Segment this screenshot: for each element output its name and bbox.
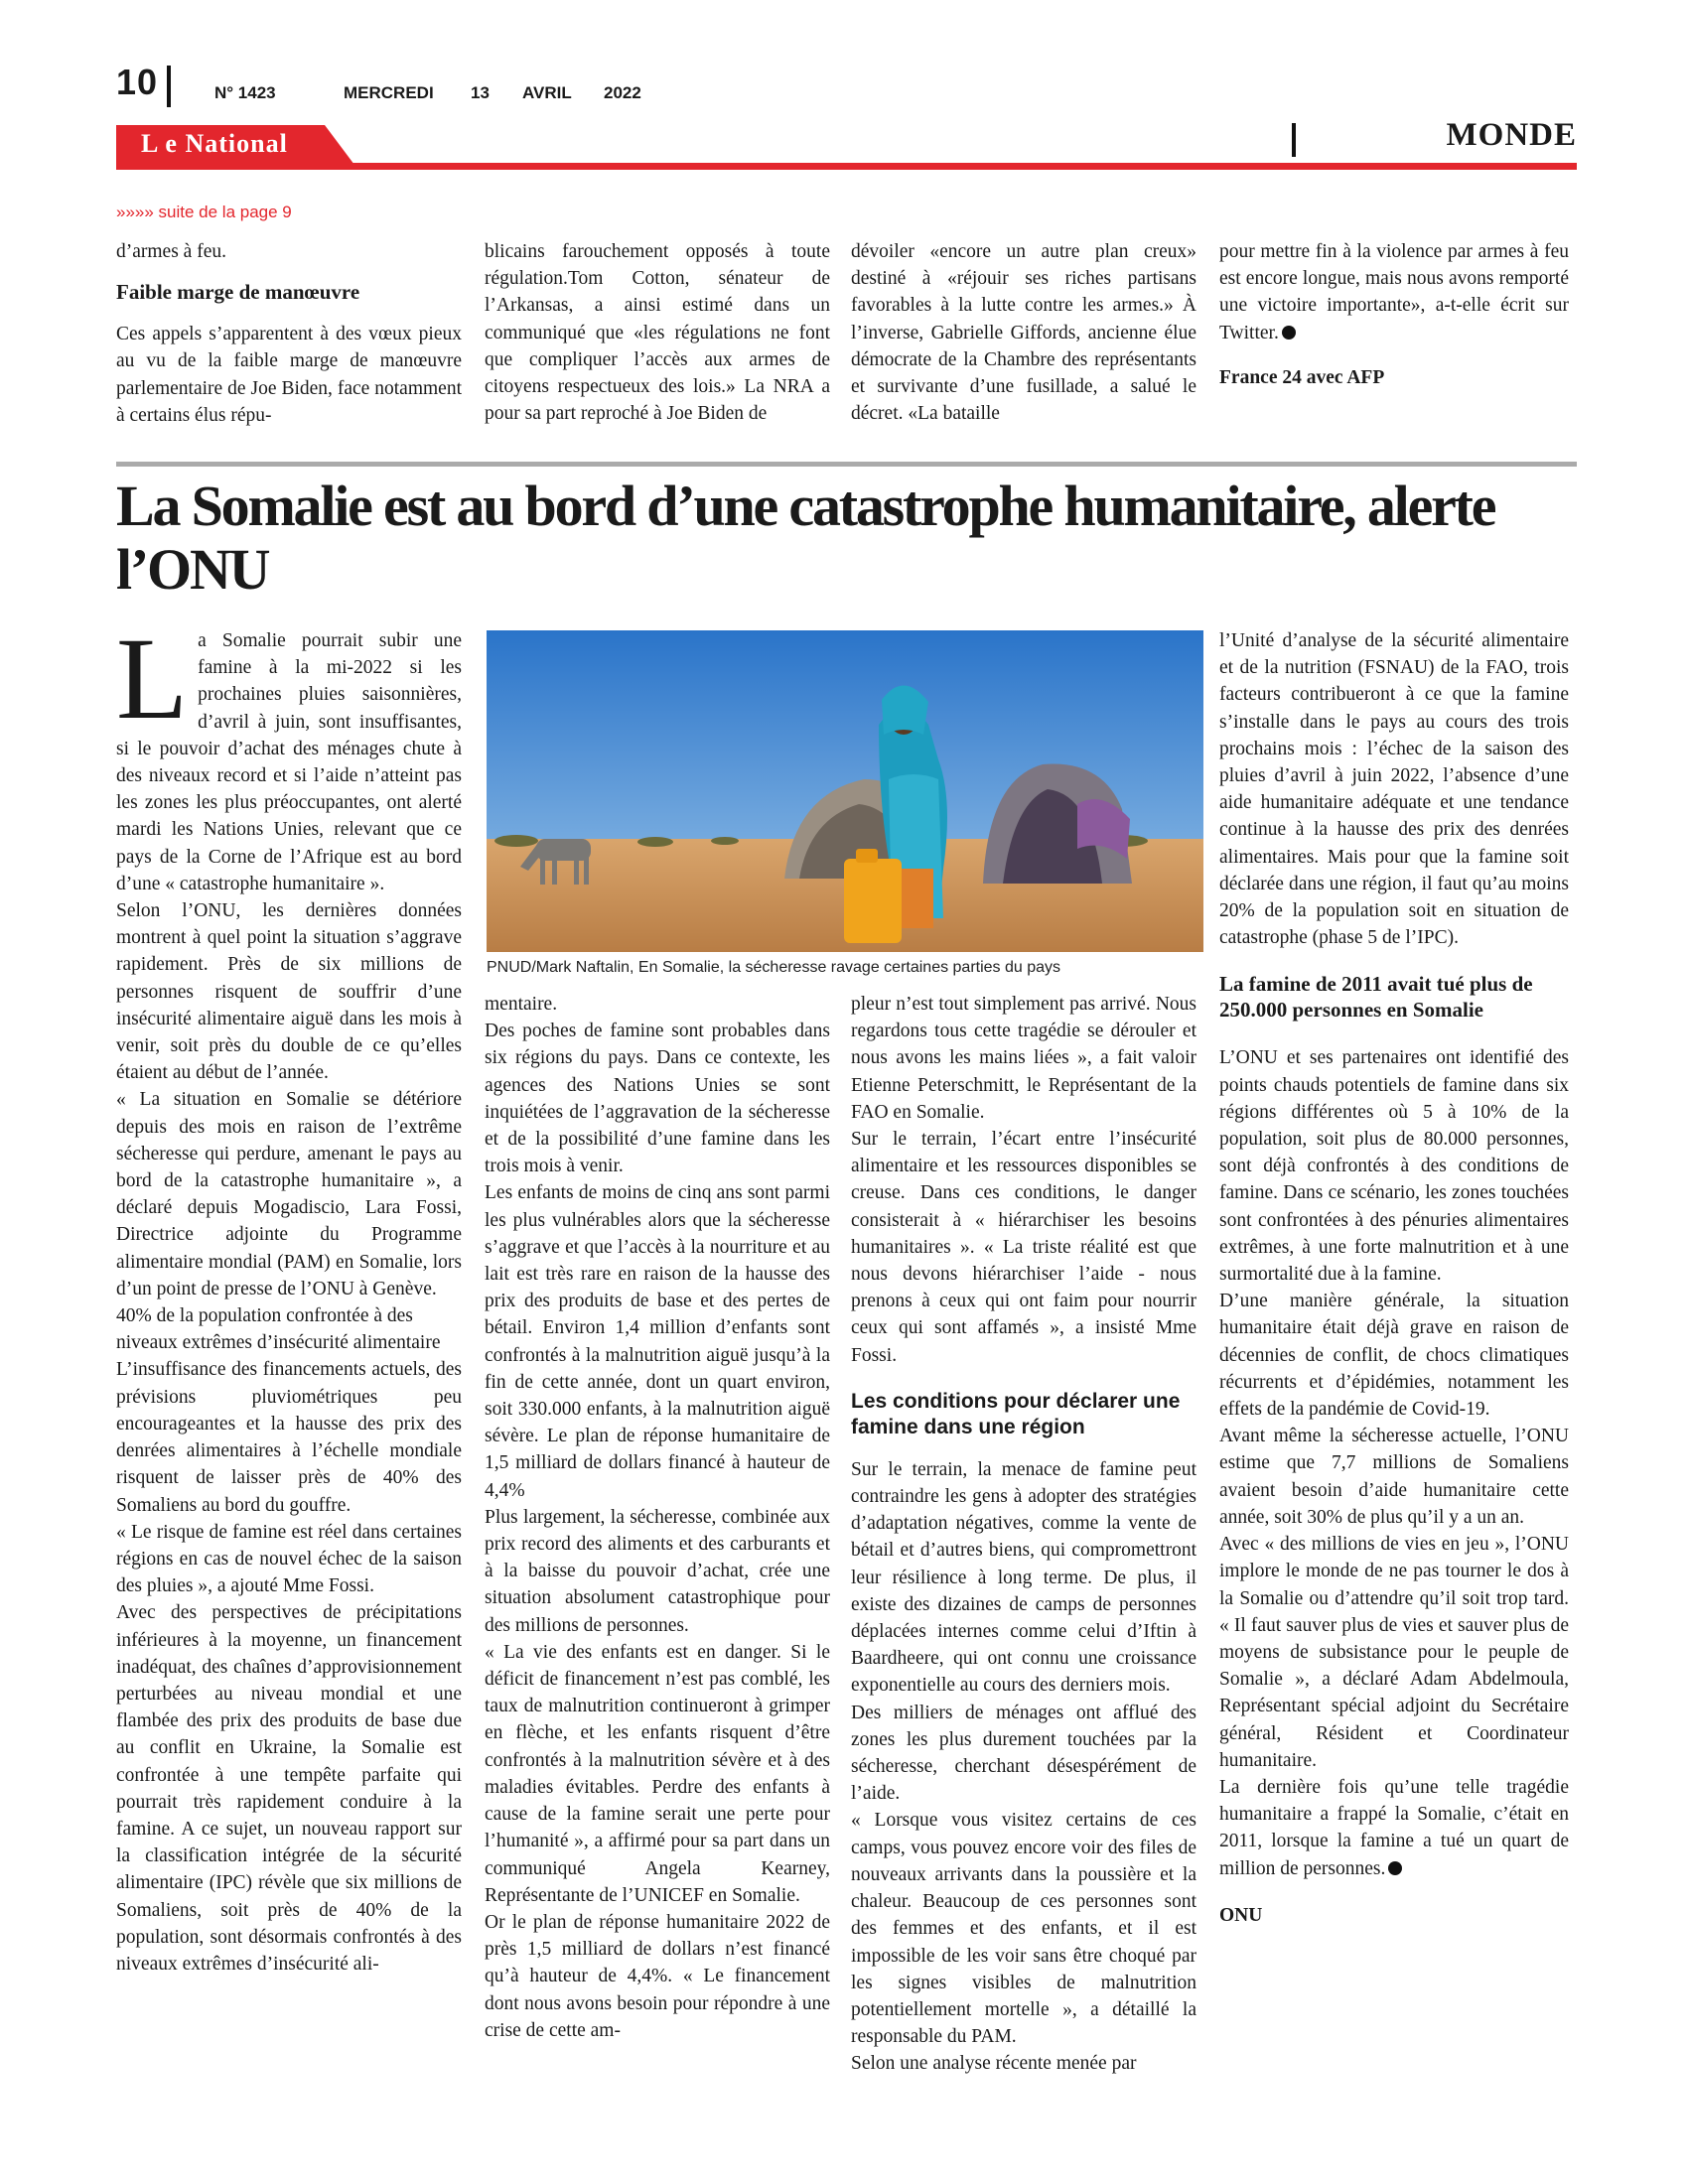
- drought-photo-illustration: [487, 630, 1203, 952]
- paragraph: D’une manière générale, la situation humanitaire était déjà grave en raison de décennies de conflit, de chocs climatiques récurrents et d’épidémies, notamment les effets de la pandémie de Covid-19.: [1219, 1291, 1569, 1421]
- issue-year: 2022: [604, 83, 641, 102]
- paragraph: Les enfants de moins de cinq ans sont parmi les plus vulnérables alors que la sécheresse s’aggrave et que l’accès à la nourriture et au lait est très rare en raison de la hausse des prix des produits de base et des pertes de bétail. Environ 1,4 million d’enfants sont confrontés à la malnutrition aiguë jusqu’à la fin de cette année, dont un quart environ, soit 330.000 enfants, à la malnutrition aiguë sévère. Le plan de réponse humanitaire de 1,5 milliard de dollars financé à hauteur de 4,4%: [485, 1182, 830, 1501]
- article-column-1: [116, 614, 462, 1978]
- paragraph: mentaire.: [485, 994, 558, 1015]
- paragraph: Avec « des millions de vies en jeu », l’ONU implore le monde de ne pas tourner le dos à la Somalie ou d’attendre qu’il soit trop tard. « Il faut sauver plus de vies et sauver plus de moyens de subsistance pour le peuple de Somalie », a déclaré Adam Abdelmoula, Représentant spécial adjoint du Secrétaire général, Résident et Coordinateur humanitaire.: [1219, 1534, 1569, 1771]
- subheading: Faible marge de manœuvre: [116, 280, 360, 305]
- paragraph: Des poches de famine sont probables dans six régions du pays. Dans ce contexte, les agences des Nations Unies se sont inquiétées de l’aggravation de la sécheresse et de la possibilité d’une famine dans les trois mois à venir.: [485, 1021, 830, 1177]
- article-column-2: [485, 991, 830, 2044]
- paragraph: La dernière fois qu’une telle tragédie humanitaire a frappé la Somalie, c’était en 2011, lorsque la famine a tué un quart de million de personnes.: [1219, 1776, 1569, 1879]
- end-mark-icon: [1282, 326, 1296, 340]
- newspaper-brand: L e National: [141, 129, 288, 158]
- paragraph: dévoiler «encore un autre plan creux» destiné à «réjouir ses riches partisans favorables à la lutte contre les armes.» À l’inverse, Gabrielle Giffords, ancienne élue démocrate de la Chambre des représentants et survivante d’une fusillade, a salué le décret. «La bataille: [851, 241, 1196, 425]
- paragraph: Selon l’ONU, les dernières données montrent à quel point la situation s’aggrave rapidement. Près de six millions de personnes risquent de souffrir d’une insécurité alimentaire aiguë dans les mois à venir, soit près du double de ce qu’elles étaient au début de l’année.: [116, 900, 462, 1084]
- article-column-4: [1219, 627, 1569, 1929]
- paragraph: Sur le terrain, la menace de famine peut contraindre les gens à adopter des stratégies d’adaptation négatives, comme la vente de bétail et d’autres biens, qui compromettront leur résilience à long terme. De plus, il existe des dizaines de camps de personnes déplacées internes comme celui d’Iftin à Baardheere, qui ont connu une croissance exponentielle au cours des derniers mois.: [851, 1458, 1196, 1697]
- issue-weekday: MERCREDI: [344, 83, 434, 102]
- continuation-column-4: [1219, 238, 1569, 391]
- paragraph: Avant même la sécheresse actuelle, l’ONU estime que 7,7 millions de Somaliens avaient besoin d’aide humanitaire cette année, soit 30% de plus qu’il y a un an.: [1219, 1426, 1569, 1528]
- paragraph: « Le risque de famine est réel dans certaines régions en cas de nouvel échec de la saison des pluies », a ajouté Mme Fossi.: [116, 1521, 462, 1597]
- paragraph: blicains farouchement opposés à toute régulation.Tom Cotton, sénateur de l’Arkansas, a ainsi estimé dans un communiqué que «les régulations ne font que compliquer l’accès aux armes de citoyens respectueux des lois.» La NRA a pour sa part reproché à Joe Biden de: [485, 241, 830, 425]
- subheading: Les conditions pour déclarer une famine dans une région: [851, 1389, 1181, 1438]
- paragraph: pleur n’est tout simplement pas arrivé. Nous regardons tous cette tragédie se dérouler et nous avons les mains liées », a fait valoir Etienne Peterschmitt, le Représentant de la FAO en Somalie.: [851, 994, 1196, 1123]
- article-credit: ONU: [1219, 1904, 1263, 1926]
- article-column-3: [851, 991, 1196, 2078]
- article-headline: La Somalie est au bord d’une catastrophe humanitaire, alerte l’ONU: [116, 474, 1495, 602]
- paragraph: Avec des perspectives de précipitations inférieures à la moyenne, un financement inadéquat, des chaînes d’approvisionnement perturbées au niveau mondial et une flambée des prix des produits de base due au conflit en Ukraine, la Somalie est confrontée à une tempête parfaite qui pourrait très rapidement conduire à la famine. A ce sujet, un nouveau rapport sur la classification intégrée de la sécurité alimentaire (IPC) révèle que six millions de Somaliens, soit près de 40% de la population, sont désormais confrontés à des niveaux extrêmes d’insécurité ali-: [116, 1602, 462, 1975]
- paragraph: 40% de la population confrontée à des niveaux extrêmes d’insécurité alimentaire: [116, 1305, 441, 1354]
- subheading: La famine de 2011 avait tué plus de 250.000 personnes en Somalie: [1219, 972, 1533, 1023]
- photo-caption: PNUD/Mark Naftalin, En Somalie, la sécheresse ravage certaines parties du pays: [487, 959, 1061, 976]
- header-rule: [116, 163, 1577, 170]
- continuation-column-3: [851, 238, 1196, 427]
- end-mark-icon: [1388, 1861, 1402, 1875]
- header-divider: [167, 66, 171, 107]
- drop-cap: L: [116, 614, 189, 744]
- article-credit: France 24 avec AFP: [1219, 366, 1385, 388]
- section-title: MONDE: [1446, 117, 1577, 153]
- continuation-column-2: [485, 238, 830, 427]
- continuation-column-1: [116, 238, 462, 429]
- paragraph: Or le plan de réponse humanitaire 2022 de près 1,5 milliard de dollars n’est financé qu’à hauteur de 4,4%. « Le financement dont nous avons besoin pour répondre à une crise de cette am-: [485, 1911, 830, 2041]
- article-photo: [487, 630, 1203, 952]
- paragraph: pour mettre fin à la violence par armes à feu est encore longue, mais nous avons remporté une victoire importante», a-t-elle écrit sur Twitter.: [1219, 241, 1569, 343]
- paragraph: « La situation en Somalie se détériore depuis des mois en raison de l’extrême sécheresse qui perdure, amenant le pays au bord de la catastrophe humanitaire », a déclaré depuis Mogadiscio, Lara Fossi, Directrice adjointe du Programme alimentaire mondial (PAM) en Somalie, lors d’un point de presse de l’ONU à Genève.: [116, 1089, 462, 1299]
- paragraph: La Somalie pourrait subir une famine à la mi-2022 si les prochaines pluies saisonnières, d’avril à juin, sont insuffisantes, si le pouvoir d’achat des ménages chute à des niveaux record et si l’aide n’atteint pas les zones les plus préoccupantes, ont alerté mardi les Nations Unies, relevant que ce pays de la Corne de l’Afrique est au bord d’une « catastrophe humanitaire ».: [116, 614, 462, 894]
- continuation-note: »»»» suite de la page 9: [116, 203, 292, 221]
- paragraph: Sur le terrain, l’écart entre l’insécurité alimentaire et les ressources disponibles se creuse. Dans ces conditions, le danger consisterait à « hiérarchiser les besoins humanitaires ». « La triste réalité est que nous devons hiérarchiser l’aide - nous prenons à ceux qui ont faim pour nourrir ceux qui sont affamés », a insisté Mme Fossi.: [851, 1129, 1196, 1366]
- paragraph: « La vie des enfants est en danger. Si le déficit de financement n’est pas comblé, les taux de malnutrition continueront à grimper en flèche, et les enfants risquent d’être confrontés à la malnutrition sévère et à des maladies évitables. Perdre des enfants à cause de la famine serait une perte pour l’humanité », a affirmé pour sa part dans un communiqué Angela Kearney, Représentante de l’UNICEF en Somalie.: [485, 1641, 830, 1906]
- paragraph: L’ONU et ses partenaires ont identifié des points chauds potentiels de famine dans six régions différentes où 5 à 10% de la population, soit plus de 80.000 personnes, sont déjà confrontés à des conditions de famine. Dans ce scénario, les zones touchées sont confrontées à des pénuries alimentaires extrêmes, à une forte malnutrition et à une surmortalité due à la famine.: [1219, 1047, 1569, 1286]
- section-divider: [1292, 123, 1296, 157]
- page-number: 10: [116, 62, 159, 102]
- paragraph: « Lorsque vous visitez certains de ces camps, vous pouvez encore voir des files de nouveaux arrivants dans la poussière et la chaleur. Beaucoup de ces personnes sont des femmes et des enfants, et il est impossible de les voir sans être choqué par les signes visibles de malnutrition potentiellement mortelle », a détaillé la responsable du PAM.: [851, 1810, 1196, 2048]
- paragraph: Plus largement, la sécheresse, combinée aux prix record des aliments et des carburants et à la baisse du pouvoir d’achat, crée une situation absolument catastrophique pour des millions de personnes.: [485, 1506, 830, 1636]
- issue-month: AVRIL: [522, 83, 572, 102]
- issue-number: N° 1423: [214, 83, 276, 102]
- paragraph: Ces appels s’apparentent à des vœux pieux au vu de la faible marge de manœuvre parlementaire de Joe Biden, face notamment à certains élus répu-: [116, 324, 462, 426]
- paragraph: l’Unité d’analyse de la sécurité alimentaire et de la nutrition (FSNAU) de la FAO, trois facteurs contribueront à ce que la famine s’installe dans le pays au cours des trois prochains mois : l’échec de la saison des pluies d’avril à juin 2022, l’absence d’une aide humanitaire adéquate et une tendance continue à la hausse des prix des denrées alimentaires. Mais pour que la famine soit déclarée dans une région, il faut qu’au moins 20% de la population soit en situation de catastrophe (phase 5 de l’IPC).: [1219, 630, 1569, 949]
- paragraph: Des milliers de ménages ont afflué des zones les plus durement touchées par la sécheresse, cherchant désespérément de l’aide.: [851, 1702, 1196, 1805]
- paragraph: L’insuffisance des financements actuels, des prévisions pluviométriques peu encourageantes et la hausse des prix des denrées alimentaires à l’échelle mondiale risquent de laisser près de 40% des Somaliens au bord du gouffre.: [116, 1359, 462, 1516]
- paragraph: d’armes à feu.: [116, 241, 226, 262]
- section-separator: [116, 462, 1577, 467]
- paragraph: Selon une analyse récente menée par: [851, 2053, 1137, 2075]
- issue-day: 13: [471, 83, 490, 102]
